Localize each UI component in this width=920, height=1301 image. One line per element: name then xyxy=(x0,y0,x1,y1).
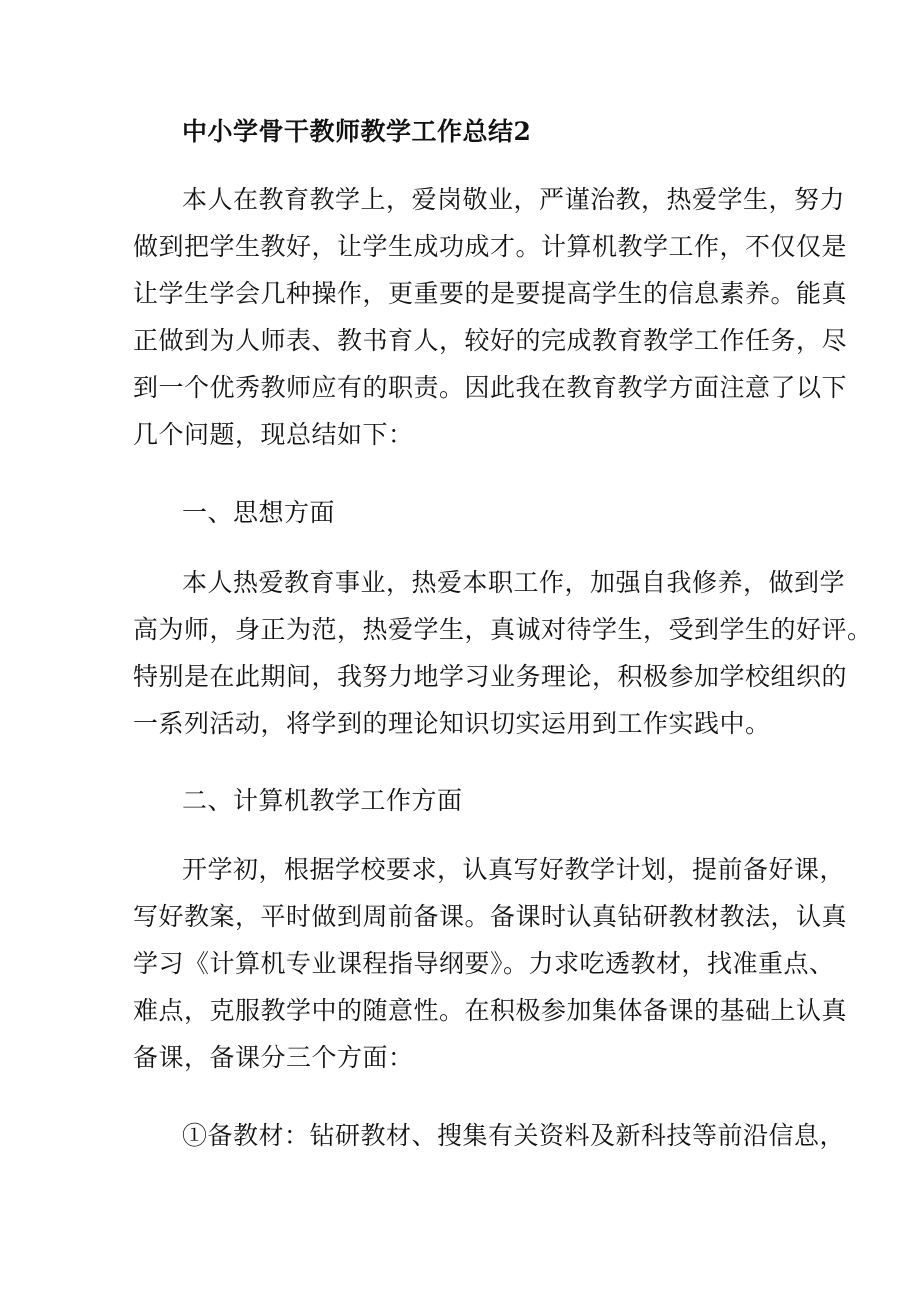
intro-line-4: 正做到为人师表、教书育人，较好的完成教育教学工作任务，尽 xyxy=(133,326,848,355)
intro-line-3: 让学生学会几种操作，更重要的是要提高学生的信息素养。能真 xyxy=(133,279,848,308)
document-title: 中小学骨干教师教学工作总结2 xyxy=(182,117,532,146)
section-2-line-2: 写好教案，平时做到周前备课。备课时认真钻研教材教法，认真 xyxy=(133,902,848,931)
section-1-line-1: 本人热爱教育事业，热爱本职工作，加强自我修养，做到学 xyxy=(182,568,846,597)
section-1-heading: 一、思想方面 xyxy=(182,498,336,527)
intro-line-1: 本人在教育教学上，爱岗敬业，严谨治教，热爱学生，努力 xyxy=(182,185,846,214)
section-1-line-3: 特别是在此期间，我努力地学习业务理论，积极参加学校组织的 xyxy=(133,662,848,691)
intro-line-6: 几个问题，现总结如下： xyxy=(133,420,414,449)
section-2-line-1: 开学初，根据学校要求，认真写好教学计划，提前备好课， xyxy=(182,855,846,884)
section-1-line-4: 一系列活动，将学到的理论知识切实运用到工作实践中。 xyxy=(133,709,771,738)
item-1-line: ①备教材：钻研教材、搜集有关资料及新科技等前沿信息， xyxy=(182,1121,846,1150)
section-2-heading: 二、计算机教学工作方面 xyxy=(182,786,463,815)
section-2-line-5: 备课，备课分三个方面： xyxy=(133,1043,414,1072)
section-2-line-3: 学习《计算机专业课程指导纲要》。力求吃透教材，找准重点、 xyxy=(133,949,835,978)
section-1-line-2: 高为师，身正为范，热爱学生，真诚对待学生，受到学生的好评。 xyxy=(133,615,873,644)
intro-line-2: 做到把学生教好，让学生成功成才。计算机教学工作，不仅仅是 xyxy=(133,232,848,261)
section-2-line-4: 难点，克服教学中的随意性。在积极参加集体备课的基础上认真 xyxy=(133,996,848,1025)
intro-line-5: 到一个优秀教师应有的职责。因此我在教育教学方面注意了以下 xyxy=(133,373,848,402)
